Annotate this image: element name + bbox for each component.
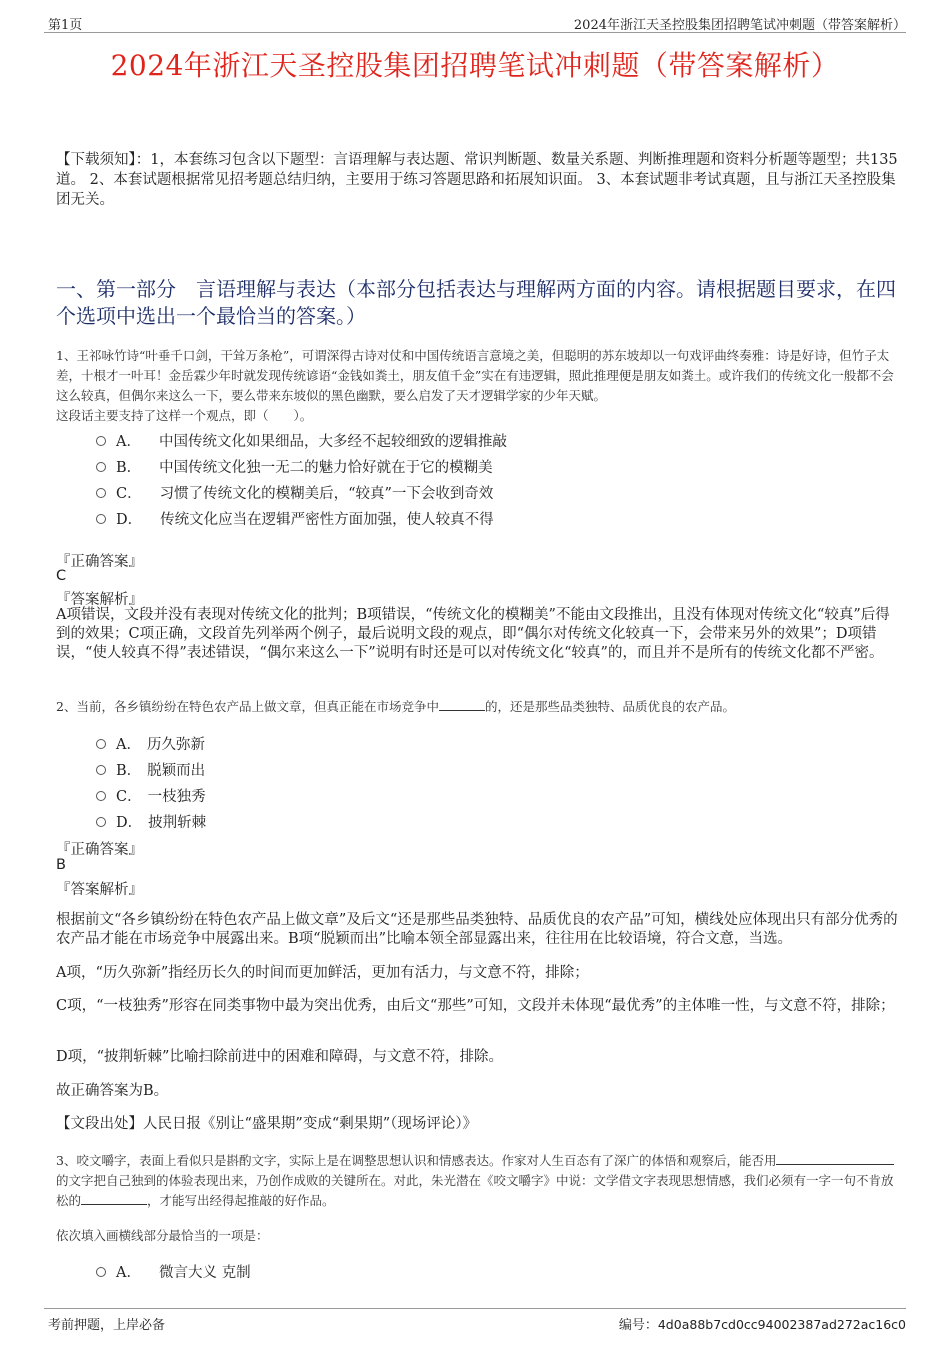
q2-option-a[interactable] bbox=[96, 733, 205, 754]
question-3-prompt: 依次填入画横线部分最恰当的一项是： bbox=[56, 1228, 269, 1243]
option-letter: A． bbox=[116, 1265, 141, 1281]
footer-divider bbox=[44, 1308, 906, 1309]
section-heading: 一、第一部分 言语理解与表达（本部分包括表达与理解两方面的内容。请根据题目要求，在四个选项中选出一个最恰当的答案。） bbox=[56, 277, 896, 328]
radio-icon[interactable] bbox=[96, 817, 106, 827]
question-3-text-2: 的文字把自己独到的体验表现出来，乃创作成败的关键所在。对此，朱光潜在《咬文嚼字》中说：文学借文字表现思想情感，我们必须有一字一句不肯放松的 bbox=[56, 1173, 894, 1208]
q2-analysis-a: A项，“历久弥新”指经历长久的时间而更加鲜活，更加有活力，与文意不符，排除； bbox=[56, 965, 589, 981]
option-letter: B． bbox=[116, 763, 142, 779]
question-1-text: 1、王祁咏竹诗“叶垂千口剑，干耸万条枪”，可谓深得古诗对仗和中国传统语言意境之美，但聪明的苏东坡却以一句戏评曲终奏雅：诗是好诗，但竹子太差，十根才一叶耳！金岳霖少年时就发现传统谚语“金钱如粪土，朋友值千金”实在有违逻辑，照此推理便是朋友如粪土。或许我们的传统文化一般都不会这么较真，但偶尔来这么一下，要么带来东坡似的黑色幽默，要么启发了天才逻辑学家的少年天赋。 bbox=[56, 348, 894, 403]
fill-blank bbox=[776, 1152, 894, 1165]
q2-analysis-c: C项，“一枝独秀”形容在同类事物中最为突出优秀，由后文“那些”可知，文段并未体现“最优秀”的主体唯一性，与文意不符，排除； bbox=[56, 998, 895, 1014]
option-letter: A． bbox=[116, 434, 141, 450]
radio-icon[interactable] bbox=[96, 739, 106, 749]
question-2-stem bbox=[56, 697, 898, 717]
q1-option-c[interactable] bbox=[96, 482, 493, 503]
radio-icon[interactable] bbox=[96, 488, 106, 498]
question-3-text-3: ，才能写出经得起推敲的好作品。 bbox=[147, 1193, 335, 1208]
option-text: 脱颖而出 bbox=[147, 763, 206, 779]
option-text: 披荆斩棘 bbox=[148, 815, 207, 831]
radio-icon[interactable] bbox=[96, 462, 106, 472]
fill-blank bbox=[439, 698, 485, 711]
q2-analysis-main: 根据前文“各乡镇纷纷在特色农产品上做文章”及后文“还是那些品类独特、品质优良的农产品”可知，横线处应体现出只有部分优秀的农产品才能在市场竞争中展露出来。B项“脱颖而出”比喻本领全部显露出来，往往用在比较语境，符合文意，当选。 bbox=[56, 912, 898, 947]
page-title: 2024年浙江天圣控股集团招聘笔试冲刺题（带答案解析） bbox=[110, 49, 840, 82]
document-code-value: 4d0a88b7cd0cc94002387ad272ac16c0 bbox=[657, 1317, 906, 1332]
correct-answer-label: 『正确答案』 bbox=[56, 842, 143, 858]
q1-option-b[interactable] bbox=[96, 456, 493, 477]
q1-option-a[interactable] bbox=[96, 430, 507, 451]
question-2-text-after: 的，还是那些品类独特、品质优良的农产品。 bbox=[484, 699, 735, 714]
option-letter: B． bbox=[116, 460, 142, 476]
download-notice: 【下载须知】：1，本套练习包含以下题型：言语理解与表达题、常识判断题、数量关系题、判断推理题和资料分析题等题型；共135道。 2、本套试题根据常见招考题总结归纳，主要用于练习答题思路和拓展知识面。 3、本套试题非考试真题，且与浙江天圣控股集团无关。 bbox=[56, 152, 898, 208]
option-text: 中国传统文化如果细品，大多经不起较细致的逻辑推敲 bbox=[158, 434, 507, 450]
q1-analysis: A项错误，文段并没有表现对传统文化的批判；B项错误，“传统文化的模糊美”不能由文段推出，且没有体现对传统文化“较真”后得到的效果；C项正确，文段首先列举两个例子，最后说明文段的观点，即“偶尔对传统文化较真一下，会带来另外的效果”；D项错误，“使人较真不得”表述错误，“偶尔来这么一下”说明有时还是可以对传统文化“较真”的，而且并不是所有的传统文化都不严密。 bbox=[56, 607, 890, 661]
question-1-stem bbox=[56, 346, 898, 426]
fill-blank bbox=[81, 1192, 147, 1205]
question-2-text-before: 2、当前，各乡镇纷纷在特色农产品上做文章，但真正能在市场竞争中 bbox=[56, 699, 439, 714]
analysis-label: 『答案解析』 bbox=[56, 592, 143, 608]
option-text: 微言大义 克制 bbox=[158, 1265, 251, 1281]
radio-icon[interactable] bbox=[96, 791, 106, 801]
option-letter: D． bbox=[116, 815, 143, 831]
document-code-label: 编号： bbox=[618, 1318, 658, 1333]
option-text: 传统文化应当在逻辑严密性方面加强，使人较真不得 bbox=[160, 512, 494, 528]
radio-icon[interactable] bbox=[96, 436, 106, 446]
option-text: 习惯了传统文化的模糊美后，“较真”一下会收到奇效 bbox=[159, 486, 494, 502]
option-letter: D． bbox=[116, 512, 143, 528]
q2-option-c[interactable] bbox=[96, 785, 206, 806]
question-3-text-1: 3、咬文嚼字，表面上看似只是斟酌文字，实际上是在调整思想认识和情感表达。作家对人生百态有了深广的体悟和观察后，能否用 bbox=[56, 1153, 777, 1168]
radio-icon[interactable] bbox=[96, 514, 106, 524]
question-3-stem bbox=[56, 1151, 898, 1211]
q2-option-b[interactable] bbox=[96, 759, 205, 780]
option-text: 历久弥新 bbox=[146, 737, 205, 753]
option-letter: A． bbox=[116, 737, 141, 753]
radio-icon[interactable] bbox=[96, 765, 106, 775]
q2-answer: B bbox=[56, 857, 66, 873]
option-text: 一枝独秀 bbox=[147, 789, 206, 805]
option-letter: C． bbox=[116, 486, 142, 502]
header-doc-title: 2024年浙江天圣控股集团招聘笔试冲刺题（带答案解析） bbox=[573, 18, 906, 33]
q2-source: 【文段出处】人民日报《别让“盛果期”变成“剩果期”（现场评论）》 bbox=[56, 1116, 478, 1132]
footer-slogan: 考前押题，上岸必备 bbox=[48, 1318, 166, 1333]
option-letter: C． bbox=[116, 789, 142, 805]
q2-option-d[interactable] bbox=[96, 811, 206, 832]
q1-answer: C bbox=[56, 568, 67, 584]
analysis-label: 『答案解析』 bbox=[56, 882, 143, 898]
header-divider bbox=[44, 32, 906, 33]
question-1-prompt: 这段话主要支持了这样一个观点，即（ ）。 bbox=[56, 408, 313, 423]
q2-analysis-conclusion: 故正确答案为B。 bbox=[56, 1083, 169, 1099]
q2-analysis-d: D项，“披荆斩棘”比喻扫除前进中的困难和障碍，与文意不符，排除。 bbox=[56, 1049, 503, 1065]
option-text: 中国传统文化独一无二的魅力恰好就在于它的模糊美 bbox=[159, 460, 493, 476]
q1-option-d[interactable] bbox=[96, 508, 494, 529]
q3-option-a[interactable] bbox=[96, 1261, 251, 1282]
page-number: 第1页 bbox=[48, 18, 83, 33]
radio-icon[interactable] bbox=[96, 1267, 106, 1277]
document-code bbox=[619, 1314, 906, 1333]
correct-answer-label: 『正确答案』 bbox=[56, 554, 143, 570]
